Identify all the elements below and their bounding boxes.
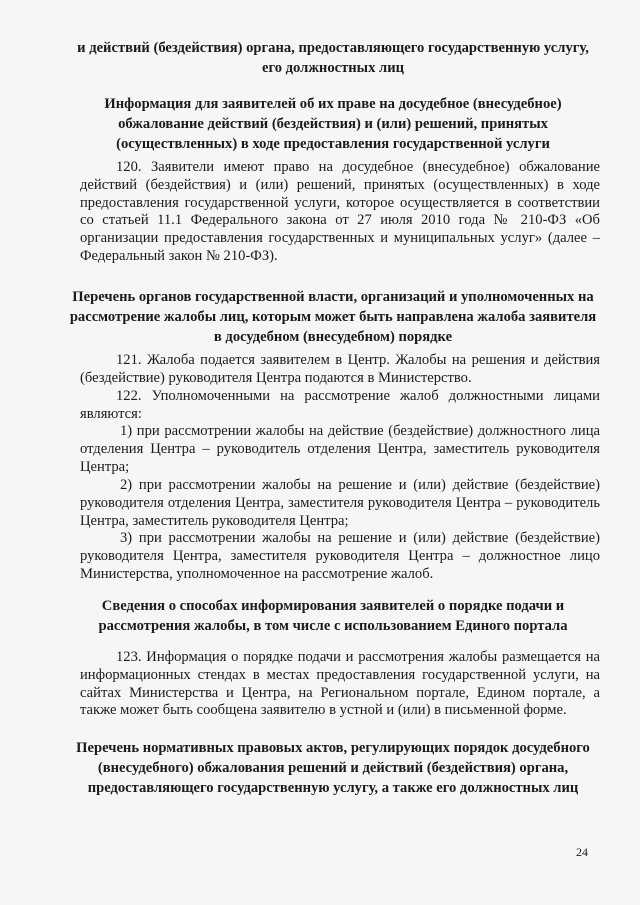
- heading-normative-acts: Перечень нормативных правовых актов, регулирующих порядок досудебного (внесудебного) обжалования решений и действий (бездействия) органа, предоставляющего государственную услугу, а также его должностных лиц: [76, 740, 590, 796]
- paragraph-122-item-2: 2) при рассмотрении жалобы на решение и (или) действие (бездействие) руководителя отделения Центра, заместителя руководителя Центра – руководитель Центра, заместитель руководителя Центра;: [80, 477, 600, 529]
- paragraph-122-item-1: 1) при рассмотрении жалобы на действие (бездействие) должностного лица отделения Центра – руководитель отделения Центра, заместитель руководителя Центра;: [80, 423, 600, 475]
- paragraph-123: 123. Информация о порядке подачи и рассмотрения жалобы размещается на информационных стендах в местах предоставления государственной услуги, на сайтах Министерства и Центра, на Региональном портале, Едином портале, а также может быть сообщена заявителю в устной и (или) в письменной форме.: [80, 649, 600, 719]
- heading-continuation: и действий (бездействия) органа, предоставляющего государственную услугу, его должностных лиц: [77, 40, 589, 76]
- page-number: 24: [576, 845, 588, 859]
- paragraph-122-item-3: 3) при рассмотрении жалобы на решение и (или) действие (бездействие) руководителя Центра, заместителя руководителя Центра – должностное лицо Министерства, уполномоченное на рассмотрение жалоб.: [80, 530, 600, 582]
- heading-info-right-to-appeal: Информация для заявителей об их праве на досудебное (внесудебное) обжалование действий (бездействия) и (или) решений, принятых (осуществленных) в ходе предоставления государственной услуги: [104, 96, 562, 152]
- heading-list-of-authorities: Перечень органов государственной власти, организаций и уполномоченных на рассмотрение жалобы лиц, которым может быть направлена жалоба заявителя в досудебном (внесудебном) порядке: [69, 289, 597, 345]
- paragraph-121: 121. Жалоба подается заявителем в Центр. Жалобы на решения и действия (бездействие) руководителя Центра подаются в Министерство.: [80, 352, 600, 386]
- heading-informing-methods: Сведения о способах информирования заявителей о порядке подачи и рассмотрения жалобы, в том числе с использованием Единого портала: [98, 598, 568, 634]
- paragraph-120: 120. Заявители имеют право на досудебное (внесудебное) обжалование действий (бездействия) и (или) решений, принятых (осуществленных) в ходе предоставления государственной услуги, которое осуществляется в соответствии со статьей 11.1 Федерального закона от 27 июля 2010 года № 210-ФЗ «Об организации предоставления государственных и муниципальных услуг» (далее – Федеральный закон № 210-ФЗ).: [80, 159, 600, 264]
- paragraph-122: 122. Уполномоченными на рассмотрение жалоб должностными лицами являются:: [80, 388, 600, 422]
